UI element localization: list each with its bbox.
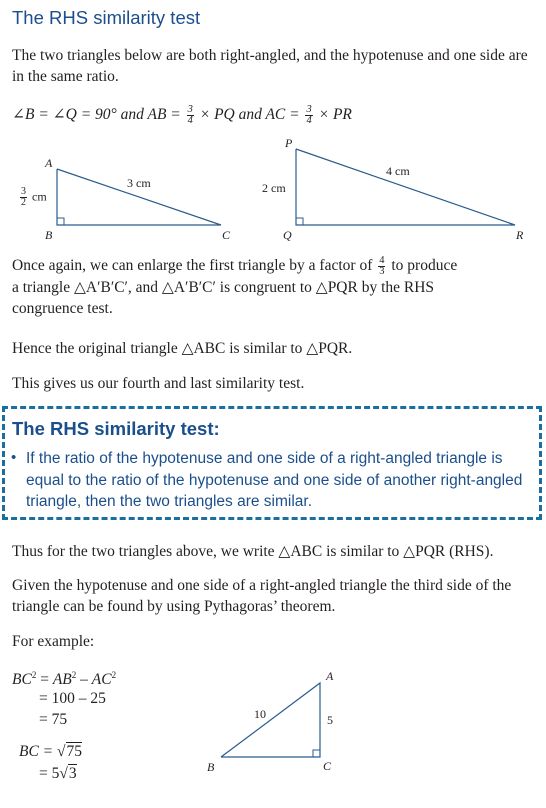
- fraction-four-thirds: [378, 256, 385, 277]
- thus-paragraph: Thus for the two triangles above, we write △ABC is similar to △PQR (RHS).: [12, 543, 494, 560]
- working-ab: AB: [52, 671, 72, 689]
- enlarge-text-2: to produce: [387, 257, 458, 274]
- condition-part-3: × PR: [314, 106, 352, 123]
- working-bc: BC: [12, 671, 32, 689]
- vertex-p-label: P: [285, 136, 293, 150]
- vertex-r-label: R: [516, 228, 524, 242]
- triangle-abc-example: [221, 683, 320, 757]
- vertex-a-label: A: [45, 156, 53, 170]
- enlarge-line-3: congruence test.: [12, 299, 113, 317]
- radicand-3: 3: [68, 765, 77, 782]
- working-line-5: = 5√3: [39, 765, 77, 782]
- fraction-numerator: 3: [187, 103, 193, 115]
- example-vertex-a-label: A: [326, 669, 334, 683]
- fourth-test-paragraph: This gives us our fourth and last similarity test.: [12, 375, 305, 392]
- triangle-pqr: [296, 149, 515, 225]
- square-exponent: 2: [31, 670, 37, 680]
- condition-line: [12, 104, 352, 126]
- example-hypotenuse-label: 10: [254, 707, 266, 721]
- vertex-b-label: B: [45, 228, 53, 242]
- working-five: = 5: [39, 765, 60, 782]
- given-paragraph: Given the hypotenuse and one side of a right-angled triangle the third side of the triangle can be found by using Pythagoras’ theorem.: [12, 577, 512, 615]
- intro-paragraph: The two triangles below are both right-angled, and the hypotenuse and one side are in the same ratio.: [12, 47, 528, 85]
- vertex-q-label: Q: [283, 228, 292, 242]
- working-line-1: $BC^2 = AB^2 - AC^2$: [12, 670, 117, 689]
- definition-box-text: If the ratio of the hypotenuse and one side of a right-angled triangle is equal to the ratio of the hypotenuse and one side of another right-angled triangle, then the two triangles are similar.: [26, 450, 523, 510]
- example-vertex-b-label: B: [207, 760, 215, 774]
- condition-part-2: × PQ and AC =: [195, 106, 304, 123]
- definition-box-title: The RHS similarity test:: [12, 418, 220, 439]
- square-exponent: 2: [111, 670, 117, 680]
- working-line-2: = 100 – 25: [39, 690, 106, 707]
- fraction-numerator: 3: [21, 186, 26, 197]
- bullet-icon: •: [11, 449, 17, 466]
- page-title: The RHS similarity test: [12, 7, 201, 28]
- working-line-3: = 75: [39, 711, 68, 728]
- fraction-denominator: 4: [187, 114, 193, 126]
- working-line-4: BC = √75: [19, 743, 83, 760]
- hypotenuse-pr-label: 4 cm: [386, 164, 410, 178]
- fraction-three-quarters: [305, 105, 312, 126]
- enlarge-line-1: [12, 255, 537, 277]
- right-angle-marker-b: [57, 218, 64, 225]
- fraction-denominator: 3: [379, 265, 385, 277]
- fraction-numerator: 4: [379, 254, 385, 266]
- side-ab-label: [18, 187, 47, 208]
- vertex-c-label: C: [222, 228, 231, 242]
- square-exponent: 2: [71, 670, 77, 680]
- fraction-denominator: 2: [21, 197, 26, 208]
- hence-paragraph: Hence the original triangle △ABC is similar to △PQR.: [12, 340, 353, 357]
- side-pq-label: 2 cm: [262, 181, 286, 195]
- example-side-ac-label: 5: [327, 713, 333, 727]
- enlarge-text-1: Once again, we can enlarge the first triangle by a factor of: [12, 257, 377, 274]
- triangle-abc-example-diagram: [0, 675, 546, 775]
- fraction-numerator: 3: [306, 103, 312, 115]
- radicand-75: 75: [66, 743, 83, 760]
- working-ac: AC: [91, 671, 112, 689]
- right-angle-marker-q: [296, 218, 303, 225]
- example-label: For example:: [12, 633, 95, 650]
- enlarge-line-2: a triangle △A′B′C′, and △A′B′C′ is congruent to △PQR by the RHS: [12, 278, 435, 296]
- condition-part-1: ∠B = ∠Q = 90° and AB =: [12, 106, 185, 123]
- working-bc-eq: BC =: [19, 743, 58, 760]
- right-angle-marker-c: [313, 750, 320, 757]
- fraction-denominator: 4: [306, 114, 312, 126]
- example-vertex-c-label: C: [323, 759, 332, 773]
- enlarge-paragraph: [12, 255, 537, 319]
- fraction-three-quarters: [187, 105, 194, 126]
- hypotenuse-ac-label: 3 cm: [127, 176, 151, 190]
- side-unit: cm: [32, 189, 47, 204]
